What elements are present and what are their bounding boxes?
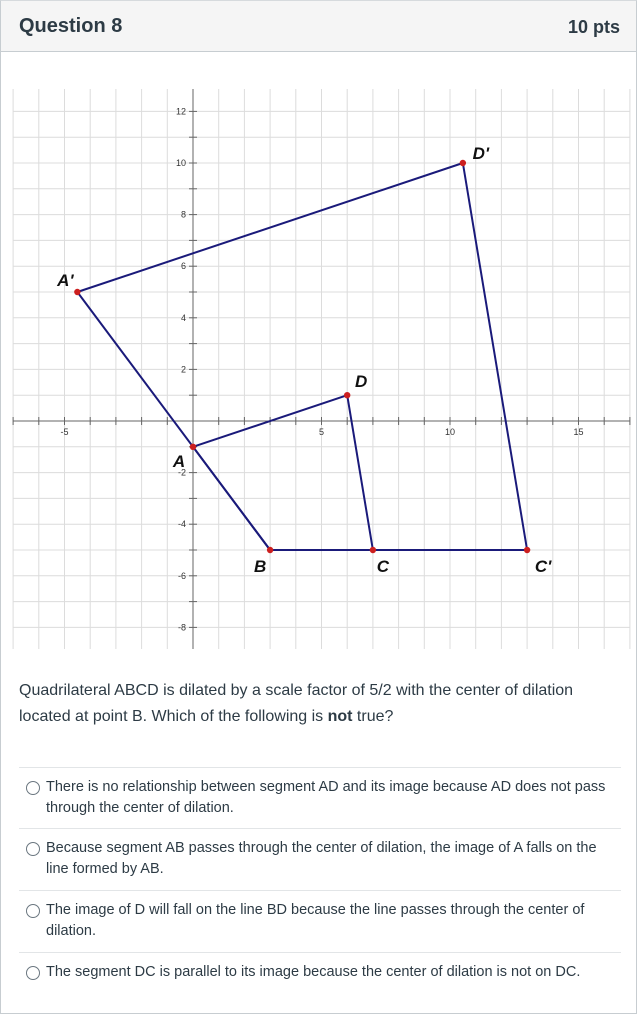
answer-option-2[interactable]: [19, 828, 621, 890]
point-c: [370, 547, 376, 553]
radio-button[interactable]: [26, 781, 40, 795]
question-stem-emphasis: not: [327, 708, 353, 725]
x-tick-label: 5: [318, 427, 325, 437]
point-label: B: [253, 557, 267, 576]
answer-option-4[interactable]: [19, 952, 621, 1003]
x-tick-label: 10: [444, 427, 456, 437]
answer-option-1[interactable]: [19, 767, 621, 828]
graph-points: [56, 144, 552, 576]
y-tick-label: 8: [180, 209, 186, 220]
point-label: A': [57, 271, 74, 290]
point-c-prime: [524, 547, 530, 553]
answer-text: The image of D will fall on the line BD because the line passes through the center of dilation.: [46, 902, 585, 939]
point-label: C': [534, 557, 552, 576]
answer-text: Because segment AB passes through the center of dilation, the image of A falls on the line formed by AB.: [46, 840, 597, 877]
y-tick-label: 12: [175, 106, 186, 117]
question-stem-end: true?: [352, 708, 394, 725]
x-tick-label: 15: [573, 427, 584, 437]
x-tick-label: -5: [60, 427, 69, 437]
point-label: C: [376, 557, 390, 576]
question-header: [1, 1, 636, 52]
radio-button[interactable]: [26, 966, 40, 980]
question-stem-start: Quadrilateral ABCD is dilated by a scale factor of 5/2 with the center of dilation located at point B. Which of the following is: [19, 682, 574, 725]
radio-button[interactable]: [26, 904, 40, 918]
quadrilateral-image: [77, 163, 527, 550]
y-tick-label: 6: [180, 261, 186, 272]
point-label: A: [172, 451, 186, 471]
y-tick-label: 4: [180, 312, 186, 323]
answer-option-3[interactable]: [19, 890, 621, 952]
radio-button[interactable]: [26, 842, 40, 856]
y-tick-label: -8: [177, 622, 186, 633]
answer-list: [19, 767, 621, 1003]
point-label: D': [472, 144, 490, 163]
question-points: 10 pts: [567, 17, 620, 37]
y-tick-label: 10: [175, 158, 186, 168]
question-title: Question 8: [19, 15, 123, 37]
coordinate-graph: [1, 89, 636, 649]
graph-shapes: [77, 163, 527, 550]
answer-text: The segment DC is parallel to its image because the center of dilation is not on DC.: [46, 964, 581, 980]
y-tick-label: 2: [180, 364, 186, 375]
question-text: [19, 678, 619, 730]
point-d: [344, 392, 350, 398]
point-d-prime: [460, 160, 466, 166]
point-a: [190, 444, 196, 450]
point-a-prime: [74, 289, 80, 295]
answer-text: There is no relationship between segment AD and its image because AD does not pass through the center of dilation.: [46, 779, 606, 816]
point-label: D: [355, 372, 368, 392]
y-tick-label: -2: [177, 467, 186, 478]
y-tick-label: -4: [177, 519, 186, 530]
point-b: [267, 547, 273, 553]
y-tick-label: -6: [177, 570, 186, 581]
